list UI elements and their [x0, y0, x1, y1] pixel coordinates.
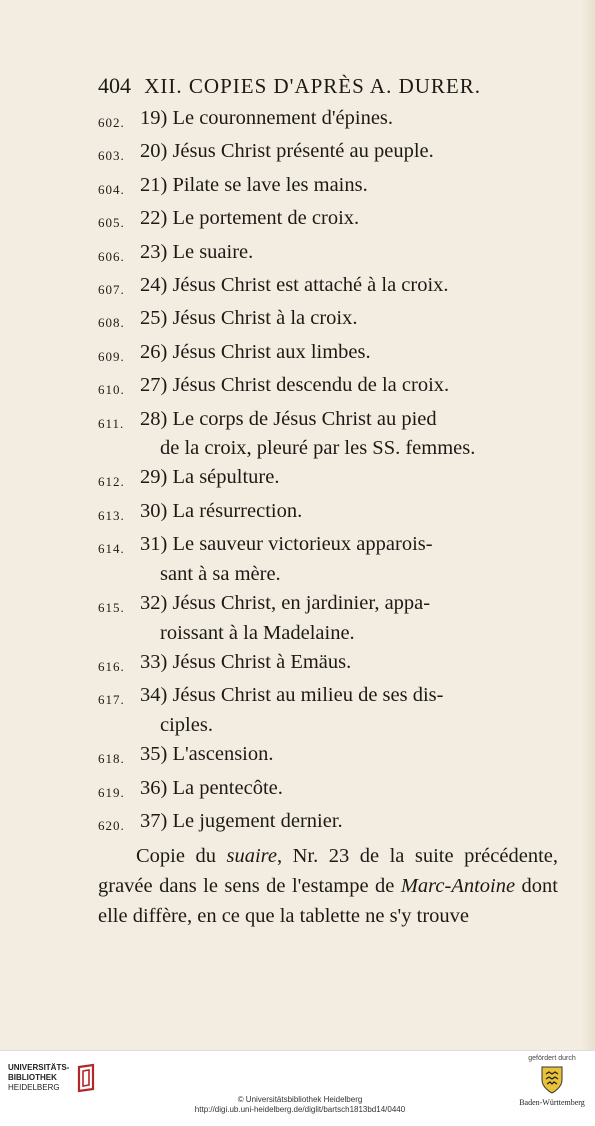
entry-title-continuation: sant à sa mère. [160, 562, 281, 585]
catalog-entry [98, 497, 558, 530]
catalog-entry [98, 271, 558, 304]
source-url-link[interactable]: http://digi.ub.uni-heidelberg.de/diglit/bartsch1813bd14/0440 [194, 1105, 406, 1114]
library-logo[interactable]: UNIVERSITÄTS- BIBLIOTHEK HEIDELBERG [8, 1063, 97, 1093]
catalog-entry [98, 648, 558, 681]
entry-title: 30) La résurrection. [140, 499, 303, 522]
catalog-entry [98, 104, 558, 137]
entry-number: 604. [98, 181, 125, 197]
catalog-entry [98, 204, 558, 237]
catalog-entry [98, 171, 558, 204]
description-paragraph: Copie du suaire, Nr. 23 de la suite précédente, gravée dans le sens de l'estampe de Marc-Antoine dont elle diffère, en ce que la tablette ne s'y trouve [98, 845, 558, 927]
entry-number: 620. [98, 817, 125, 833]
entry-number: 618. [98, 751, 125, 767]
entry-number: 609. [98, 348, 125, 364]
page-edge-shadow [581, 0, 595, 1050]
header-title: XII. COPIES D'APRÈS A. DURER. [144, 74, 481, 98]
funded-by-label: gefördert durch [528, 1055, 576, 1062]
entry-title: 27) Jésus Christ descendu de la croix. [140, 374, 450, 397]
catalog-entry [98, 463, 558, 496]
catalog-entry [98, 589, 558, 648]
page-number: 404 [98, 73, 131, 98]
entry-title: 33) Jésus Christ à Emäus. [140, 650, 352, 673]
entry-number: 611. [98, 415, 125, 431]
entry-number: 610. [98, 382, 125, 398]
entry-number: 605. [98, 215, 125, 231]
catalog-entry [98, 238, 558, 271]
catalog-entry [98, 740, 558, 773]
catalog-entry [98, 304, 558, 337]
entry-number: 603. [98, 148, 125, 164]
copyright-notice: © Universitätsbibliothek Heidelberg [237, 1095, 363, 1104]
entry-number: 606. [98, 248, 125, 264]
catalog-entry [98, 530, 558, 589]
entry-title: 24) Jésus Christ est attaché à la croix. [140, 274, 449, 297]
footer-credits [150, 1095, 450, 1115]
entry-number: 617. [98, 692, 125, 708]
catalog-entry [98, 774, 558, 807]
catalog-entry [98, 137, 558, 170]
entry-number: 607. [98, 282, 125, 298]
entry-title: 25) Jésus Christ à la croix. [140, 307, 358, 330]
entry-title: 37) Le jugement dernier. [140, 809, 343, 832]
entry-title: 29) La sépulture. [140, 466, 280, 489]
running-header [98, 72, 558, 104]
entry-title: 26) Jésus Christ aux limbes. [140, 340, 371, 363]
entry-title-continuation: roissant à la Madelaine. [160, 621, 355, 644]
entry-number: 612. [98, 474, 125, 490]
page-text [98, 72, 558, 931]
entry-title: 34) Jésus Christ au milieu de ses dis- [140, 684, 444, 707]
funder-name: Baden-Württemberg [519, 1098, 585, 1107]
entry-title: 32) Jésus Christ, en jardinier, appa- [140, 592, 431, 615]
coat-of-arms-icon [538, 1064, 566, 1096]
catalog-entry [98, 681, 558, 740]
entry-title: 36) La pentecôte. [140, 776, 283, 799]
entry-number: 602. [98, 115, 125, 130]
entry-title: 22) Le portement de croix. [140, 207, 360, 230]
entry-title: 21) Pilate se lave les mains. [140, 173, 368, 196]
italic-title-suaire: suaire [226, 845, 277, 868]
catalog-entry [98, 405, 558, 464]
digitization-footer [0, 1050, 595, 1126]
italic-name-marc-antoine: Marc-Antoine [400, 874, 516, 897]
entry-number: 614. [98, 541, 125, 557]
entry-number: 615. [98, 600, 125, 616]
entry-title: 19) Le couronnement d'épines. [140, 107, 394, 129]
library-emblem-icon [75, 1063, 97, 1093]
catalog-entry [98, 807, 558, 840]
entry-number: 613. [98, 507, 125, 523]
entry-title-continuation: ciples. [160, 713, 213, 736]
entry-number: 619. [98, 784, 125, 800]
entry-title: 28) Le corps de Jésus Christ au pied [140, 407, 437, 430]
funder-block [517, 1055, 587, 1107]
entry-number: 616. [98, 658, 125, 674]
entry-number: 608. [98, 315, 125, 331]
entry-title: 35) L'ascension. [140, 743, 274, 766]
entry-title: 31) Le sauveur victorieux apparois- [140, 533, 433, 556]
entry-title: 23) Le suaire. [140, 240, 254, 263]
entry-title: 20) Jésus Christ présenté au peuple. [140, 140, 434, 163]
catalog-entry [98, 371, 558, 404]
catalog-entries [98, 104, 558, 840]
catalog-entry [98, 338, 558, 371]
entry-title-continuation: de la croix, pleuré par les SS. femmes. [160, 437, 476, 460]
